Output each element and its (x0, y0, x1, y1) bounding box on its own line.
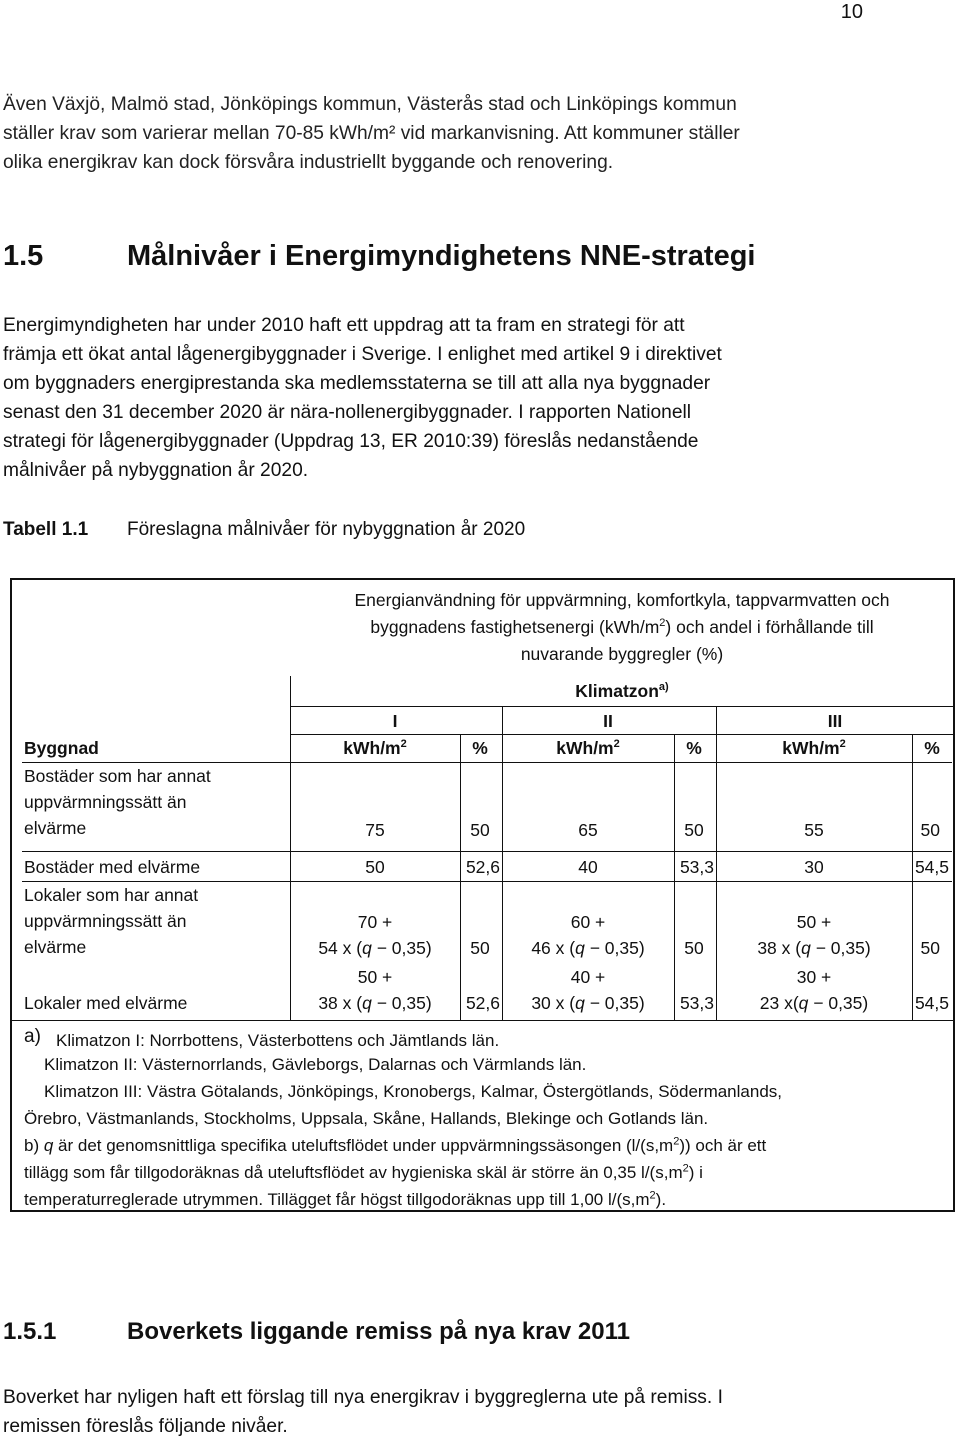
zone-iii: III (827, 711, 843, 731)
row-label: Bostäder med elvärme (24, 857, 201, 877)
cell-value: 54,5 (914, 993, 949, 1013)
cell-value: 30 (804, 857, 824, 877)
col-kwh-i: kWh/$m^2$ (343, 738, 407, 758)
zone-ii: II (603, 711, 613, 731)
subsection-line: Boverket har nyligen haft ett förslag till nya energikrav i byggreglerna ute på remiss. I (3, 1387, 723, 1408)
intro-paragraph (3, 90, 943, 177)
subsection-line: remissen föreslås följande nivåer. (3, 1416, 288, 1437)
footnote-a: a) Klimatzon I: Norrbottens, Västerbottens och Jämtlands län. (24, 1026, 500, 1050)
cell-value: 50 (470, 938, 490, 958)
footnote-b1: b) q är det genomsnittliga specifika uteluftsflödet under uppvärmningssäsongen $(l/(s,m^2))$ och är ett (24, 1135, 767, 1155)
table-header-line: nuvarande byggregler (%) (520, 644, 724, 664)
cell-value: 50 (920, 820, 940, 840)
col-kwh-iii: kWh/$m^2$ (782, 738, 846, 758)
footnote-b3: temperaturreglerade utrymmen. Tillägget får högst tillgodoräknas upp till 1,00 $l/(s,m^2)$. (24, 1189, 667, 1209)
zone-i: I (392, 711, 398, 731)
footnote-a2: Klimatzon II: Västernorrlands, Gävleborgs, Dalarnas och Värmlands län. (44, 1055, 587, 1074)
cell-value: 50 (365, 857, 385, 877)
cell-value: 52,6 (465, 993, 500, 1013)
cell-value: 55 (804, 820, 824, 840)
col-kwh-ii: kWh/$m^2$ (556, 738, 620, 758)
cell-value: 50 (684, 938, 704, 958)
section-line: främja ett ökat antal lågenergibyggnader i Sverige. I enlighet med artikel 9 i direktivet (3, 344, 722, 365)
table-caption (3, 519, 525, 541)
section-line: senast den 31 december 2020 är nära-nollenergibyggnader. I rapporten Nationell (3, 402, 692, 423)
divider (716, 706, 717, 1020)
section-line: strategi för lågenergibyggnader (Uppdrag 13, ER 2010:39) föreslås nedanstående (3, 431, 699, 452)
section-heading (3, 240, 755, 273)
footnote-a4: Örebro, Västmanlands, Stockholms, Uppsala, Skåne, Hallands, Blekinge och Gotlands län. (24, 1109, 709, 1128)
table-header-line: byggnadens fastighetsenergi $(kWh/m^2)$ och andel i förhållande till (370, 617, 874, 637)
divider (12, 1020, 954, 1021)
subsection-title: Boverkets liggande remiss på nya krav 2011 (127, 1318, 630, 1345)
divider (290, 676, 291, 1020)
table-caption-label: Tabell 1.1 (3, 519, 89, 540)
section-title: Målnivåer i Energimyndighetens NNE-strategi (127, 240, 756, 272)
col-building: Byggnad (24, 738, 99, 758)
section-number: 1.5 (3, 240, 44, 272)
energy-target-table (10, 578, 955, 1212)
climate-zone-label: Klimatzon$^{a)}$ (575, 681, 669, 701)
cell-value: 50 (920, 938, 940, 958)
row-label: Lokaler med elvärme (24, 993, 188, 1013)
col-pct-ii: % (686, 738, 702, 758)
col-pct-iii: % (924, 738, 940, 758)
cell-formula: 50 + 38 x (q − 0,35) (757, 912, 871, 958)
cell-value: 40 (578, 857, 598, 877)
table-caption-text: Föreslagna målnivåer för nybyggnation år 2020 (127, 519, 526, 540)
section-line: Energimyndigheten har under 2010 haft ett uppdrag att ta fram en strategi för att (3, 315, 685, 336)
divider (290, 706, 954, 707)
cell-formula: 30 + 23 x(q − 0,35) (759, 967, 869, 1013)
subsection-paragraph (3, 1383, 943, 1441)
cell-formula: 70 + 54 x (q − 0,35) (318, 912, 432, 958)
divider (912, 734, 913, 1020)
row-label: Bostäder som har annat uppvärmningssätt än elvärme (24, 766, 211, 838)
cell-value: 50 (470, 820, 490, 840)
cell-value: 53,3 (679, 857, 714, 877)
intro-line: olika energikrav kan dock försvåra industriellt byggande och renovering. (3, 152, 614, 173)
cell-value: 75 (365, 820, 385, 840)
cell-value: 50 (684, 820, 704, 840)
cell-value: 53,3 (679, 993, 714, 1013)
cell-value: 52,6 (465, 857, 500, 877)
section-line: om byggnaders energiprestanda ska medlemsstaterna se till att alla nya byggnader (3, 373, 711, 394)
divider (502, 706, 503, 1020)
footnote-a3: Klimatzon III: Västra Götalands, Jönköpings, Kronobergs, Kalmar, Östergötlands, Södermanlands, (44, 1082, 782, 1101)
cell-value: 65 (578, 820, 598, 840)
cell-formula: 40 + 30 x (q − 0,35) (531, 967, 645, 1013)
intro-line: ställer krav som varierar mellan 70-85 kWh/m² vid markanvisning. Att kommuner ställer (3, 123, 740, 144)
subsection-number: 1.5.1 (3, 1318, 57, 1345)
section-line: målnivåer på nybyggnation år 2020. (3, 460, 309, 481)
subsection-heading (3, 1318, 630, 1346)
col-pct-i: % (472, 738, 488, 758)
cell-formula: 60 + 46 x (q − 0,35) (531, 912, 645, 958)
table-header-line: Energianvändning för uppvärmning, komfortkyla, tappvarmvatten och (354, 590, 890, 610)
section-paragraph (3, 311, 943, 485)
cell-formula: 50 + 38 x (q − 0,35) (318, 967, 432, 1013)
divider (460, 734, 461, 1020)
divider (22, 851, 952, 852)
intro-line: Även Växjö, Malmö stad, Jönköpings kommun, Västerås stad och Linköpings kommun (3, 94, 737, 115)
divider (674, 734, 675, 1020)
cell-value: 54,5 (914, 857, 949, 877)
page-number: 10 (840, 1, 863, 23)
footnote-b2: tillägg som får tillgodoräknas då uteluftsflödet av hygieniska skäl är större än 0,35 $l/(s,m^2)$ i (24, 1162, 703, 1182)
row-label: Lokaler som har annat uppvärmningssätt än elvärme (24, 885, 199, 957)
